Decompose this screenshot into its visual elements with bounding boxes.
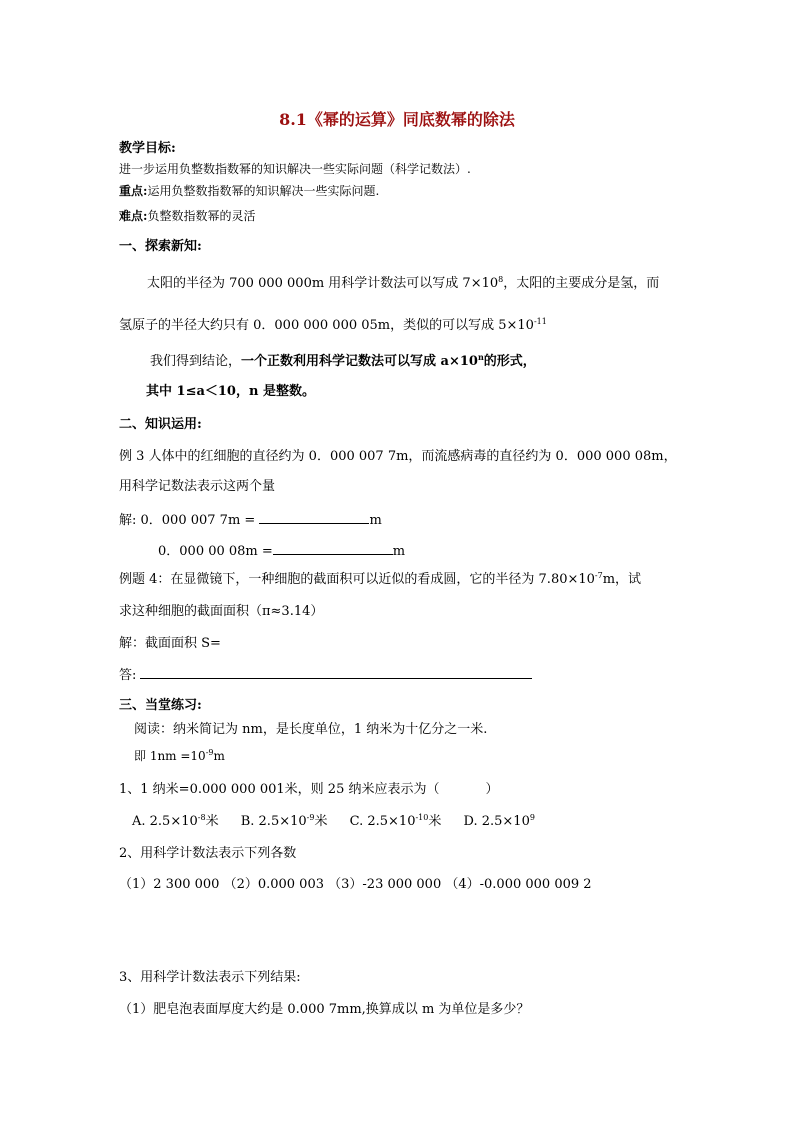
reading-equation: 即 $1nm =10^{-9}m$ [134, 748, 225, 763]
question3-sub1: （1）肥皂泡表面厚度大约是 0.000 7mm,换算成以 m 为单位是多少？ [119, 1002, 530, 1017]
section1-conclusion: 我们得到结论，一个正数利用科学记数法可以写成 $a\times 10^n$的形式， [150, 352, 536, 369]
question2: 2、用科学计数法表示下列各数 [119, 846, 297, 861]
example4-line2: 求这种细胞的截面面积（π≈3.14） [119, 604, 324, 619]
question3: 3、用科学计数法表示下列结果: [119, 970, 301, 985]
section1-condition: 其中 1≤a＜10，n 是整数。 [146, 384, 315, 399]
option-c[interactable]: C. $2.5\times 10^{-10}$米 [349, 813, 442, 829]
section1-heading: 一、探索新知: [119, 239, 202, 254]
option-a[interactable]: A. $2.5\times 10^{-8}$米 [132, 813, 219, 829]
example3-line1: 例 3 人体中的红细胞的直径约为 0．000 007 7m，而流感病毒的直径约为 0．000 000 08m， [119, 449, 677, 464]
difficult-point-text: 负整数指数幂的灵活 [147, 209, 256, 223]
difficult-point-label: 难点: [119, 209, 148, 223]
section3-heading: 三、当堂练习: [119, 698, 202, 713]
key-point [119, 183, 379, 199]
question1: 1、1 纳米=0.000 000 001米，则 25 纳米应表示为（ ） [119, 782, 499, 797]
section1-para2: 氢原子的半径大约只有 0．000 000 000 05m，类似的可以写成 $5\times 10^{-11}$ [119, 317, 547, 333]
answer-blank-2[interactable] [273, 542, 393, 555]
question1-options [132, 814, 553, 830]
difficult-point [119, 208, 255, 224]
example3-line2: 用科学记数法表示这两个量 [119, 479, 276, 494]
key-point-text: 运用负整数指数幂的知识解决一些实际问题. [147, 184, 380, 198]
goals-text: 进一步运用负整数指数幂的知识解决一些实际问题（科学记数法）. [119, 162, 471, 176]
solution2: 0．000 00 08m = m [158, 544, 406, 559]
section2-heading: 二、知识运用: [119, 417, 202, 432]
option-d[interactable]: D. $2.5\times 10^9$ [463, 813, 535, 829]
question2-items: （1）2 300 000 （2）0.000 003 （3）-23 000 000 （4）-0.000 000 009 2 [119, 877, 592, 892]
answer-blank-1[interactable] [259, 511, 369, 524]
goals-heading: 教学目标: [119, 141, 176, 156]
example4-line1: 例题 4：在显微镜下，一种细胞的截面积可以近似的看成圆，它的半径为 $7.80\times 10^{-7}m$，试 [119, 571, 642, 587]
solution1: 解: 0．000 007 7m = m [119, 513, 382, 528]
area-solution: 解：截面面积 S= [119, 636, 221, 651]
reading-text: 阅读：纳米简记为 nm，是长度单位，1 纳米为十亿分之一米. [134, 722, 488, 737]
section1-para1: 太阳的半径为 700 000 000m 用科学计数法可以写成 $7\times 10^8$，太阳的主要成分是氢，而 [147, 275, 660, 291]
page-title: 8.1《幂的运算》同底数幂的除法 [279, 110, 515, 129]
key-point-label: 重点: [119, 184, 148, 198]
answer-line: 答: [119, 666, 532, 684]
answer-blank-3[interactable] [140, 666, 532, 679]
option-b[interactable]: B. $2.5\times 10^{-9}$米 [240, 813, 328, 829]
